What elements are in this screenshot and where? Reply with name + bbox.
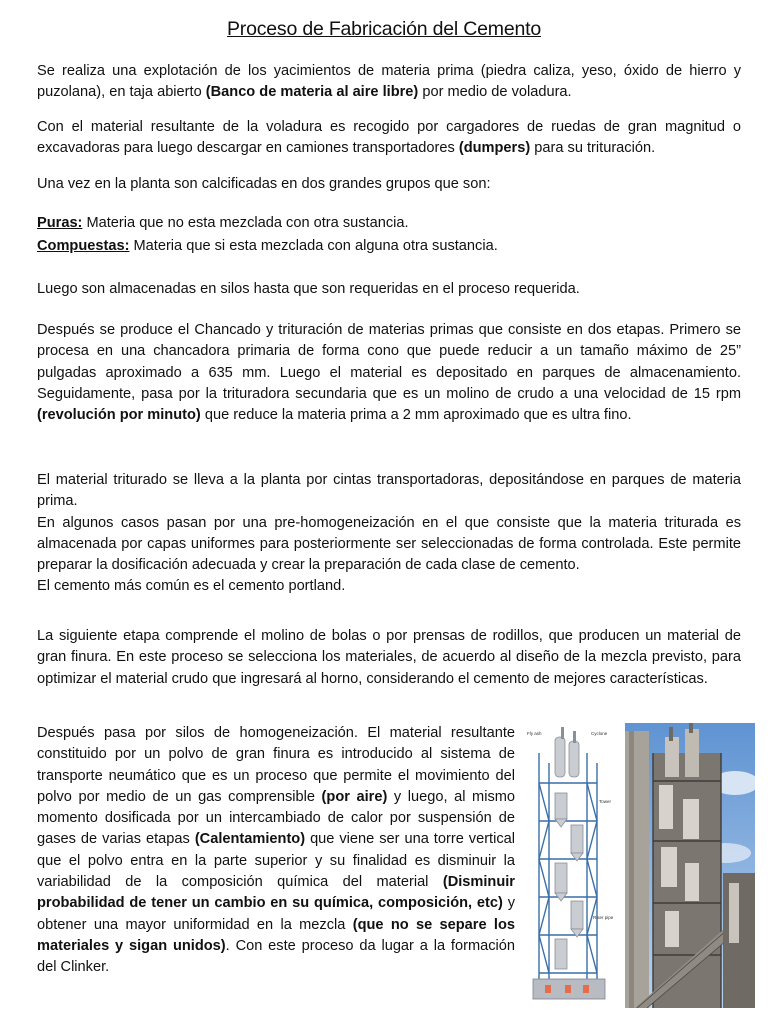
label-cyclone: Cyclone	[591, 731, 608, 736]
preheater-tower-photo	[625, 723, 755, 1008]
paragraph-loading: Con el material resultante de la voladura es recogido por cargadores de ruedas de gran magnitud o excavadoras para luego descargar en camiones transportadores (dumpers) para su trituración.	[37, 119, 741, 157]
label-riser-pipe: Riser pipe	[593, 915, 614, 920]
paragraph-milling: La siguiente etapa comprende el molino de bolas o por prensas de rodillos, que producen un material de gran finura. En este proceso se selecciona los materiales, de acuerdo al diseño de la mezcla previsto, para optimizar el material crudo que ingresará al horno, considerando el cemento de mejores características.	[37, 628, 741, 687]
paragraph-storage: Luego son almacenadas en silos hasta que son requeridas en el proceso requerida.	[37, 281, 580, 297]
preheater-tower-drawing	[525, 723, 615, 1005]
preheater-tower-photo-drawing	[625, 723, 755, 1008]
paragraph-crushing: Después se produce el Chancado y trituración de materias primas que consiste en dos etapas. Primero se procesa en una chancadora primaria de forma cono que puede reducir a un tamaño máximo de 25” pulgadas aproximado a 635 mm. Luego el material es depositado en parques de almacenamiento. Seguidamente, pasa por la trituradora secundaria que es un molino de crudo a una velocidad de 15 rpm (revolución por minuto) que reduce la materia prima a 2 mm aproximado que es ultra fino.	[37, 322, 741, 424]
paragraph-extraction: Se realiza una explotación de los yacimientos de materia prima (piedra caliza, yeso, óxido de hierro y puzolana), en taja abierto (Banco de materia al aire libre) por medio de voladura.	[37, 63, 741, 101]
paragraph-classification: Una vez en la planta son calcificadas en dos grandes grupos que son:	[37, 176, 491, 192]
page-title: Proceso de Fabricación del Cemento	[226, 18, 542, 40]
preheater-tower-diagram	[525, 723, 615, 1005]
paragraph-homogenization: Después pasa por silos de homogeneización. El material resultante constituido por un polvo de gran finura es introducido al sistema de transporte neumático que es un proceso que permite el movimiento del polvo por medio de un gas comprensible (por aire) y luego, al mismo momento dosificada por un intercambiado de calor por suspensión de gases de varias etapas (Calentamiento) que viene ser una torre vertical que el polvo entra en la parte superior y su finalidad es disminuir la variabilidad de la composición química del material (Disminuir probabilidad de tener un cambio en su química, composición, etc) y obtener una mayor uniformidad en la mezcla (que no se separe los materiales y sigan unidos). Con este proceso da lugar a la formación del Clinker.	[37, 725, 516, 976]
label-tower: Tower	[599, 799, 612, 804]
paragraph-transport: El material triturado se lleva a la planta por cintas transportadoras, depositándose en parques de materia prima. En algunos casos pasan por una pre-homogeneización en el que consiste que la materia triturada es almacenada por capas uniformes para posteriormente ser seleccionadas de forma controlada. Este permite preparar la dosificación adecuada y crear la preparación de cada clase de cemento. El cemento más común es el cemento portland.	[37, 472, 741, 595]
group-compuestas: Compuestas: Materia que si esta mezclada con alguna otra sustancia.	[37, 238, 498, 254]
label-fly-ash: Fly ash	[527, 731, 542, 736]
group-puras: Puras: Materia que no esta mezclada con otra sustancia.	[37, 215, 409, 231]
